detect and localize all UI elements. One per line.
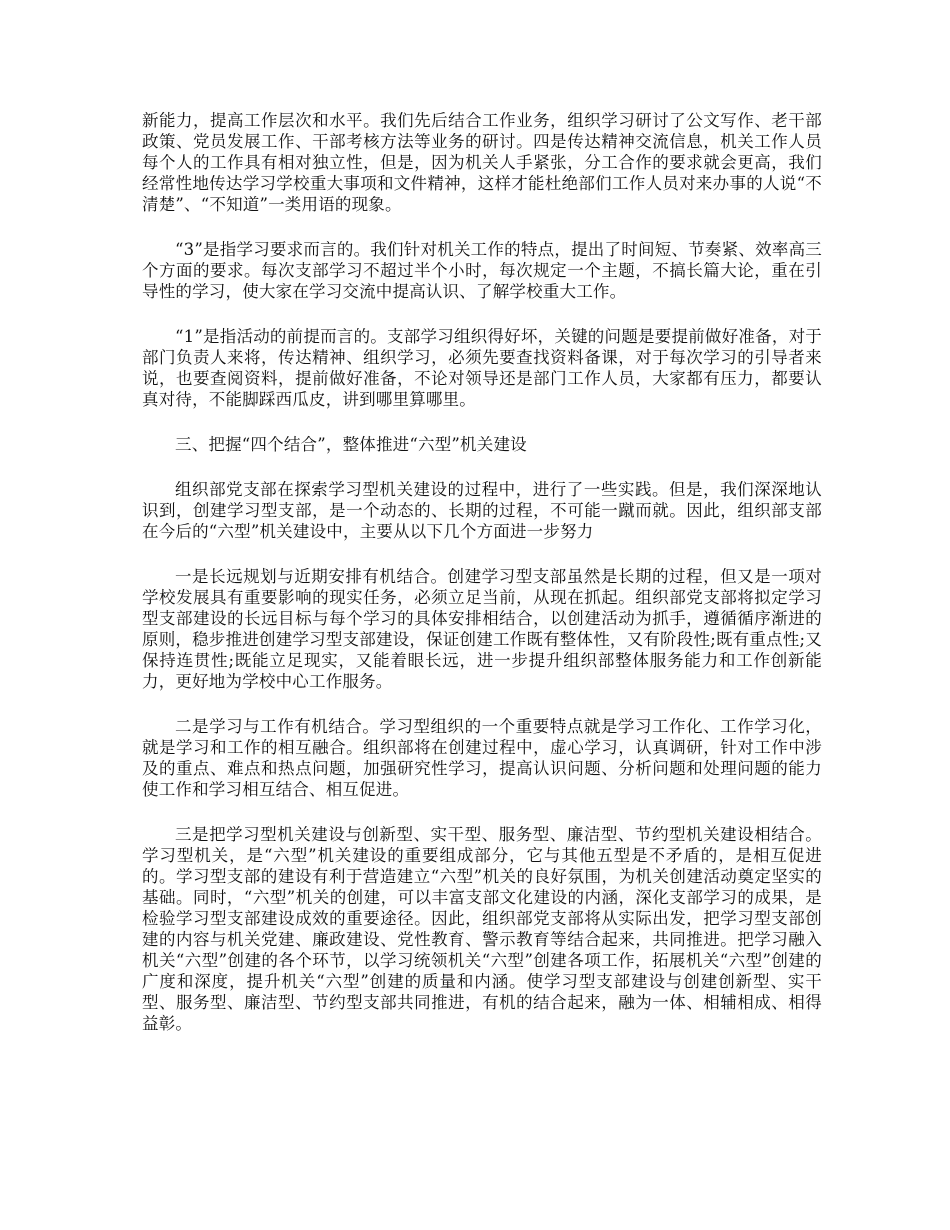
- paragraph-point-two: 二是学习与工作有机结合。学习型组织的一个重要特点就是学习工作化、工作学习化，就是学习和工作的相互融合。组织部将在创建过程中，虚心学习，认真调研，针对工作中涉及的重点、难点和热点问题，加强研究性学习，提高认识问题、分析问题和处理问题的能力使工作和学习相互结合、相互促进。: [142, 717, 822, 799]
- paragraph-requirement-3: “3”是指学习要求而言的。我们针对机关工作的特点，提出了时间短、节奏紧、效率高三个方面的要求。每次支部学习不超过半个小时，每次规定一个主题，不搞长篇大论，重在引导性的学习，使大家在学习交流中提高认识、了解学校重大工作。: [142, 240, 822, 301]
- paragraph-premise-1: “1”是指活动的前提而言的。支部学习组织得好坏，关键的问题是要提前做好准备，对于部门负责人来将，传达精神、组织学习，必须先要查找资料备课，对于每次学习的引导者来说，也要查阅资料，提前做好准备，不论对领导还是部门工作人员，大家都有压力，都要认真对待，不能脚踩西瓜皮，讲到哪里算哪里。: [142, 327, 822, 409]
- paragraph-point-one: 一是长远规划与近期安排有机结合。创建学习型支部虽然是长期的过程，但又是一项对学校发展具有重要影响的现实任务，必须立足当前，从现在抓起。组织部党支部将拟定学习型支部建设的长远目标与每个学习的具体安排相结合，以创建活动为抓手，遵循循序渐进的原则，稳步推进创建学习型支部建设，保证创建工作既有整体性，又有阶段性;既有重点性;又保持连贯性;既能立足现实，又能着眼长远，进一步提升组织部整体服务能力和工作创新能力，更好地为学校中心工作服务。: [142, 567, 822, 691]
- paragraph-continuation: 新能力，提高工作层次和水平。我们先后结合工作业务，组织学习研讨了公文写作、老干部政策、党员发展工作、干部考核方法等业务的研讨。四是传达精神交流信息，机关工作人员每个人的工作具有相对独立性，但是，因为机关人手紧张，分工合作的要求就会更高，我们经常性地传达学习学校重大事项和文件精神，这样才能杜绝部们工作人员对来办事的人说“不清楚”、“不知道”一类用语的现象。: [142, 111, 822, 214]
- paragraph-point-three: 三是把学习型机关建设与创新型、实干型、服务型、廉洁型、节约型机关建设相结合。学习型机关，是“六型”机关建设的重要组成部分，它与其他五型是不矛盾的，是相互促进的。学习型支部的建设有利于营造建立“六型”机关的良好氛围，为机关创建活动奠定坚实的基础。同时，“六型”机关的创建，可以丰富支部文化建设的内涵，深化支部学习的成果，是检验学习型支部建设成效的重要途径。因此，组织部党支部将从实际出发，把学习型支部创建的内容与机关党建、廉政建设、党性教育、警示教育等结合起来，共同推进。把学习融入机关“六型”创建的各个环节，以学习统领机关“六型”创建各项工作，拓展机关“六型”创建的广度和深度，提升机关“六型”创建的质量和内涵。使学习型支部建设与创建创新型、实干型、服务型、廉洁型、节约型支部共同推进，有机的结合起来，融为一体、相辅相成、相得益彰。: [142, 825, 822, 1033]
- paragraph-practice-overview: 组织部党支部在探索学习型机关建设的过程中，进行了一些实践。但是，我们深深地认识到，创建学习型支部，是一个动态的、长期的过程，不可能一蹴而就。因此，组织部支部在今后的“六型”机关建设中，主要从以下几个方面进一步努力: [142, 480, 822, 541]
- section-heading-four-combinations: 三、把握“四个结合”，整体推进“六型”机关建设: [175, 435, 527, 454]
- document-body: [142, 110, 822, 1058]
